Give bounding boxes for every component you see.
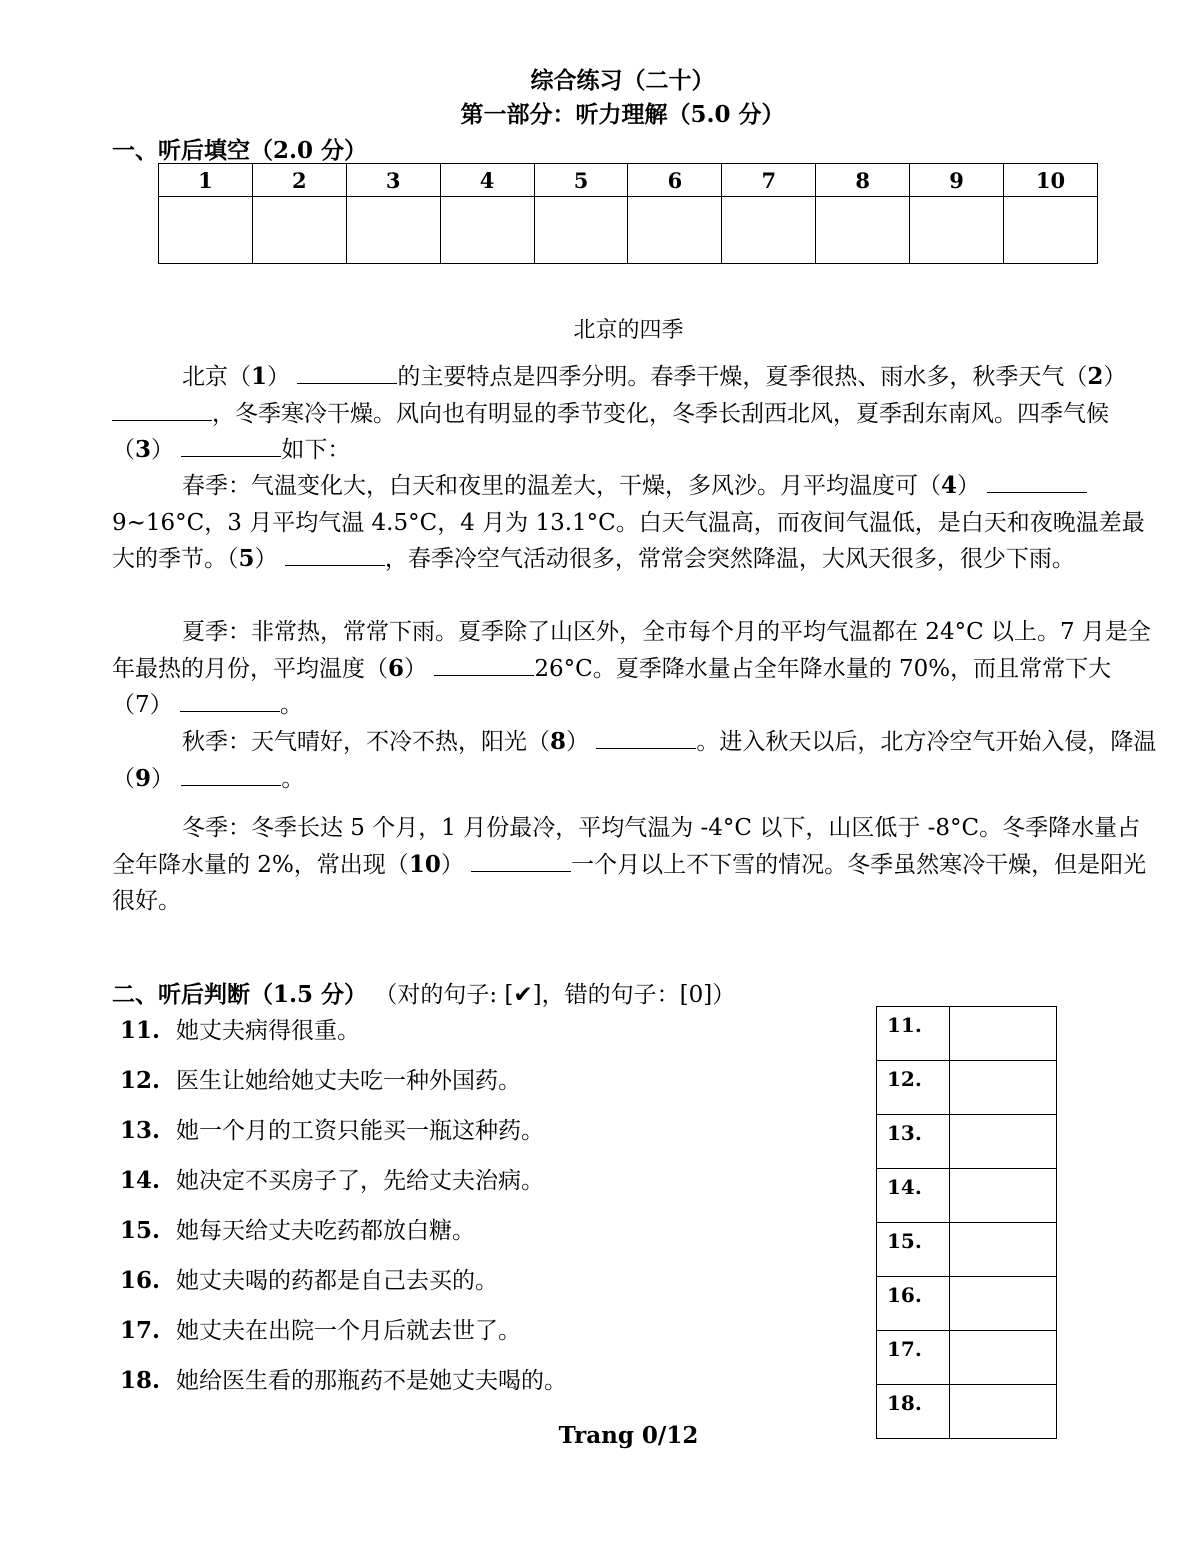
answer-number: 9 xyxy=(910,164,1004,197)
paragraph-autumn: 秋季：天气晴好，不冷不热，阳光（8） 。进入秋天以后，北方冷空气开始入侵，降温（9） 。 xyxy=(112,728,1157,792)
judge-box-number: 11. xyxy=(877,1007,950,1061)
answer-cell[interactable] xyxy=(910,197,1004,264)
judge-item: 12. 医生让她给她丈夫吃一种外国药。 xyxy=(120,1067,521,1094)
judge-item: 17. 她丈夫在出院一个月后就去世了。 xyxy=(120,1317,521,1344)
judge-box-number: 15. xyxy=(877,1223,950,1277)
fill-blank[interactable] xyxy=(181,434,281,457)
fill-blank[interactable] xyxy=(285,543,385,566)
fill-blank[interactable] xyxy=(987,470,1087,493)
part-title: 第一部分：听力理解（5.0 分） xyxy=(460,101,785,128)
answer-cell[interactable] xyxy=(159,197,253,264)
answer-cell[interactable] xyxy=(816,197,910,264)
judge-item: 18. 她给医生看的那瓶药不是她丈夫喝的。 xyxy=(120,1367,567,1394)
paragraph-winter: 冬季：冬季长达 5 个月，1 月份最冷，平均气温为 -4°C 以下，山区低于 -8°C。冬季降水量占全年降水量的 2%，常出现（10） 一个月以上不下雪的情况。冬季虽然寒冷干燥，但是阳光很好。 xyxy=(112,815,1147,914)
answer-cell[interactable] xyxy=(252,197,346,264)
answer-cell[interactable] xyxy=(346,197,440,264)
judge-box-number: 18. xyxy=(877,1385,950,1439)
judge-item: 14. 她决定不买房子了，先给丈夫治病。 xyxy=(120,1167,544,1194)
answer-cell[interactable] xyxy=(628,197,722,264)
answer-number: 2 xyxy=(252,164,346,197)
answer-grid xyxy=(158,163,1098,264)
section2-heading-line xyxy=(112,976,735,1009)
answer-number: 8 xyxy=(816,164,910,197)
judge-answer-cell[interactable] xyxy=(950,1169,1057,1223)
judge-box-number: 12. xyxy=(877,1061,950,1115)
judge-answer-cell[interactable] xyxy=(950,1277,1057,1331)
section2-heading: 二、听后判断（1.5 分） xyxy=(112,981,368,1008)
judge-answer-cell[interactable] xyxy=(950,1061,1057,1115)
passage-title: 北京的四季 xyxy=(573,318,684,343)
judge-box-number: 16. xyxy=(877,1277,950,1331)
judge-box-number: 14. xyxy=(877,1169,950,1223)
judge-box-number: 13. xyxy=(877,1115,950,1169)
answer-number: 5 xyxy=(534,164,628,197)
fill-blank[interactable] xyxy=(596,726,696,749)
section1-heading: 一、听后填空（2.0 分） xyxy=(112,137,368,164)
fill-blank[interactable] xyxy=(112,398,212,421)
answer-number: 1 xyxy=(159,164,253,197)
fill-blank[interactable] xyxy=(471,849,571,872)
answer-cell[interactable] xyxy=(534,197,628,264)
section2-note: （对的句子: [✔]，错的句子：[0]） xyxy=(374,982,736,1008)
fill-blank[interactable] xyxy=(297,361,397,384)
page-title: 综合练习（二十） xyxy=(530,67,715,94)
paragraph-spring: 春季：气温变化大，白天和夜里的温差大，干燥，多风沙。月平均温度可（4） 9~16°C，3 月平均气温 4.5°C，4 月为 13.1°C。白天气温高，而夜间气温低，是白天和夜晚温差最大的季节。（5） ，春季冷空气活动很多，常常会突然降温，大风天很多，很少下雨。 xyxy=(112,472,1145,572)
fill-blank[interactable] xyxy=(180,689,280,712)
judge-item: 13. 她一个月的工资只能买一瓶这种药。 xyxy=(120,1117,544,1144)
answer-cell[interactable] xyxy=(440,197,534,264)
judge-answer-cell[interactable] xyxy=(950,1007,1057,1061)
answer-cell[interactable] xyxy=(722,197,816,264)
judge-answer-cell[interactable] xyxy=(950,1223,1057,1277)
answer-number: 3 xyxy=(346,164,440,197)
fill-blank[interactable] xyxy=(434,653,534,676)
judge-item: 16. 她丈夫喝的药都是自己去买的。 xyxy=(120,1267,498,1294)
answer-cell[interactable] xyxy=(1004,197,1098,264)
paragraph-summer: 夏季：非常热，常常下雨。夏季除了山区外，全市每个月的平均气温都在 24°C 以上。7 月是全年最热的月份，平均温度（6） 26°C。夏季降水量占全年降水量的 70%，而且常常下大（7） 。 xyxy=(112,619,1151,718)
answer-number: 7 xyxy=(722,164,816,197)
judge-answer-cell[interactable] xyxy=(950,1115,1057,1169)
judge-answer-cell[interactable] xyxy=(950,1331,1057,1385)
judge-box-number: 17. xyxy=(877,1331,950,1385)
judge-item: 11. 她丈夫病得很重。 xyxy=(120,1017,360,1044)
page-number: Trang 0/12 xyxy=(558,1422,699,1449)
answer-number: 6 xyxy=(628,164,722,197)
answer-number: 10 xyxy=(1004,164,1098,197)
fill-blank[interactable] xyxy=(181,763,281,786)
judge-answer-box xyxy=(876,1006,1057,1439)
judge-item: 15. 她每天给丈夫吃药都放白糖。 xyxy=(120,1217,475,1244)
answer-number: 4 xyxy=(440,164,534,197)
paragraph-intro: 北京（1） 的主要特点是四季分明。春季干燥，夏季很热、雨水多，秋季天气（2） ，冬季寒冷干燥。风向也有明显的季节变化，冬季长刮西北风，夏季刮东南风。四季气候（3） 如下： xyxy=(112,363,1127,463)
